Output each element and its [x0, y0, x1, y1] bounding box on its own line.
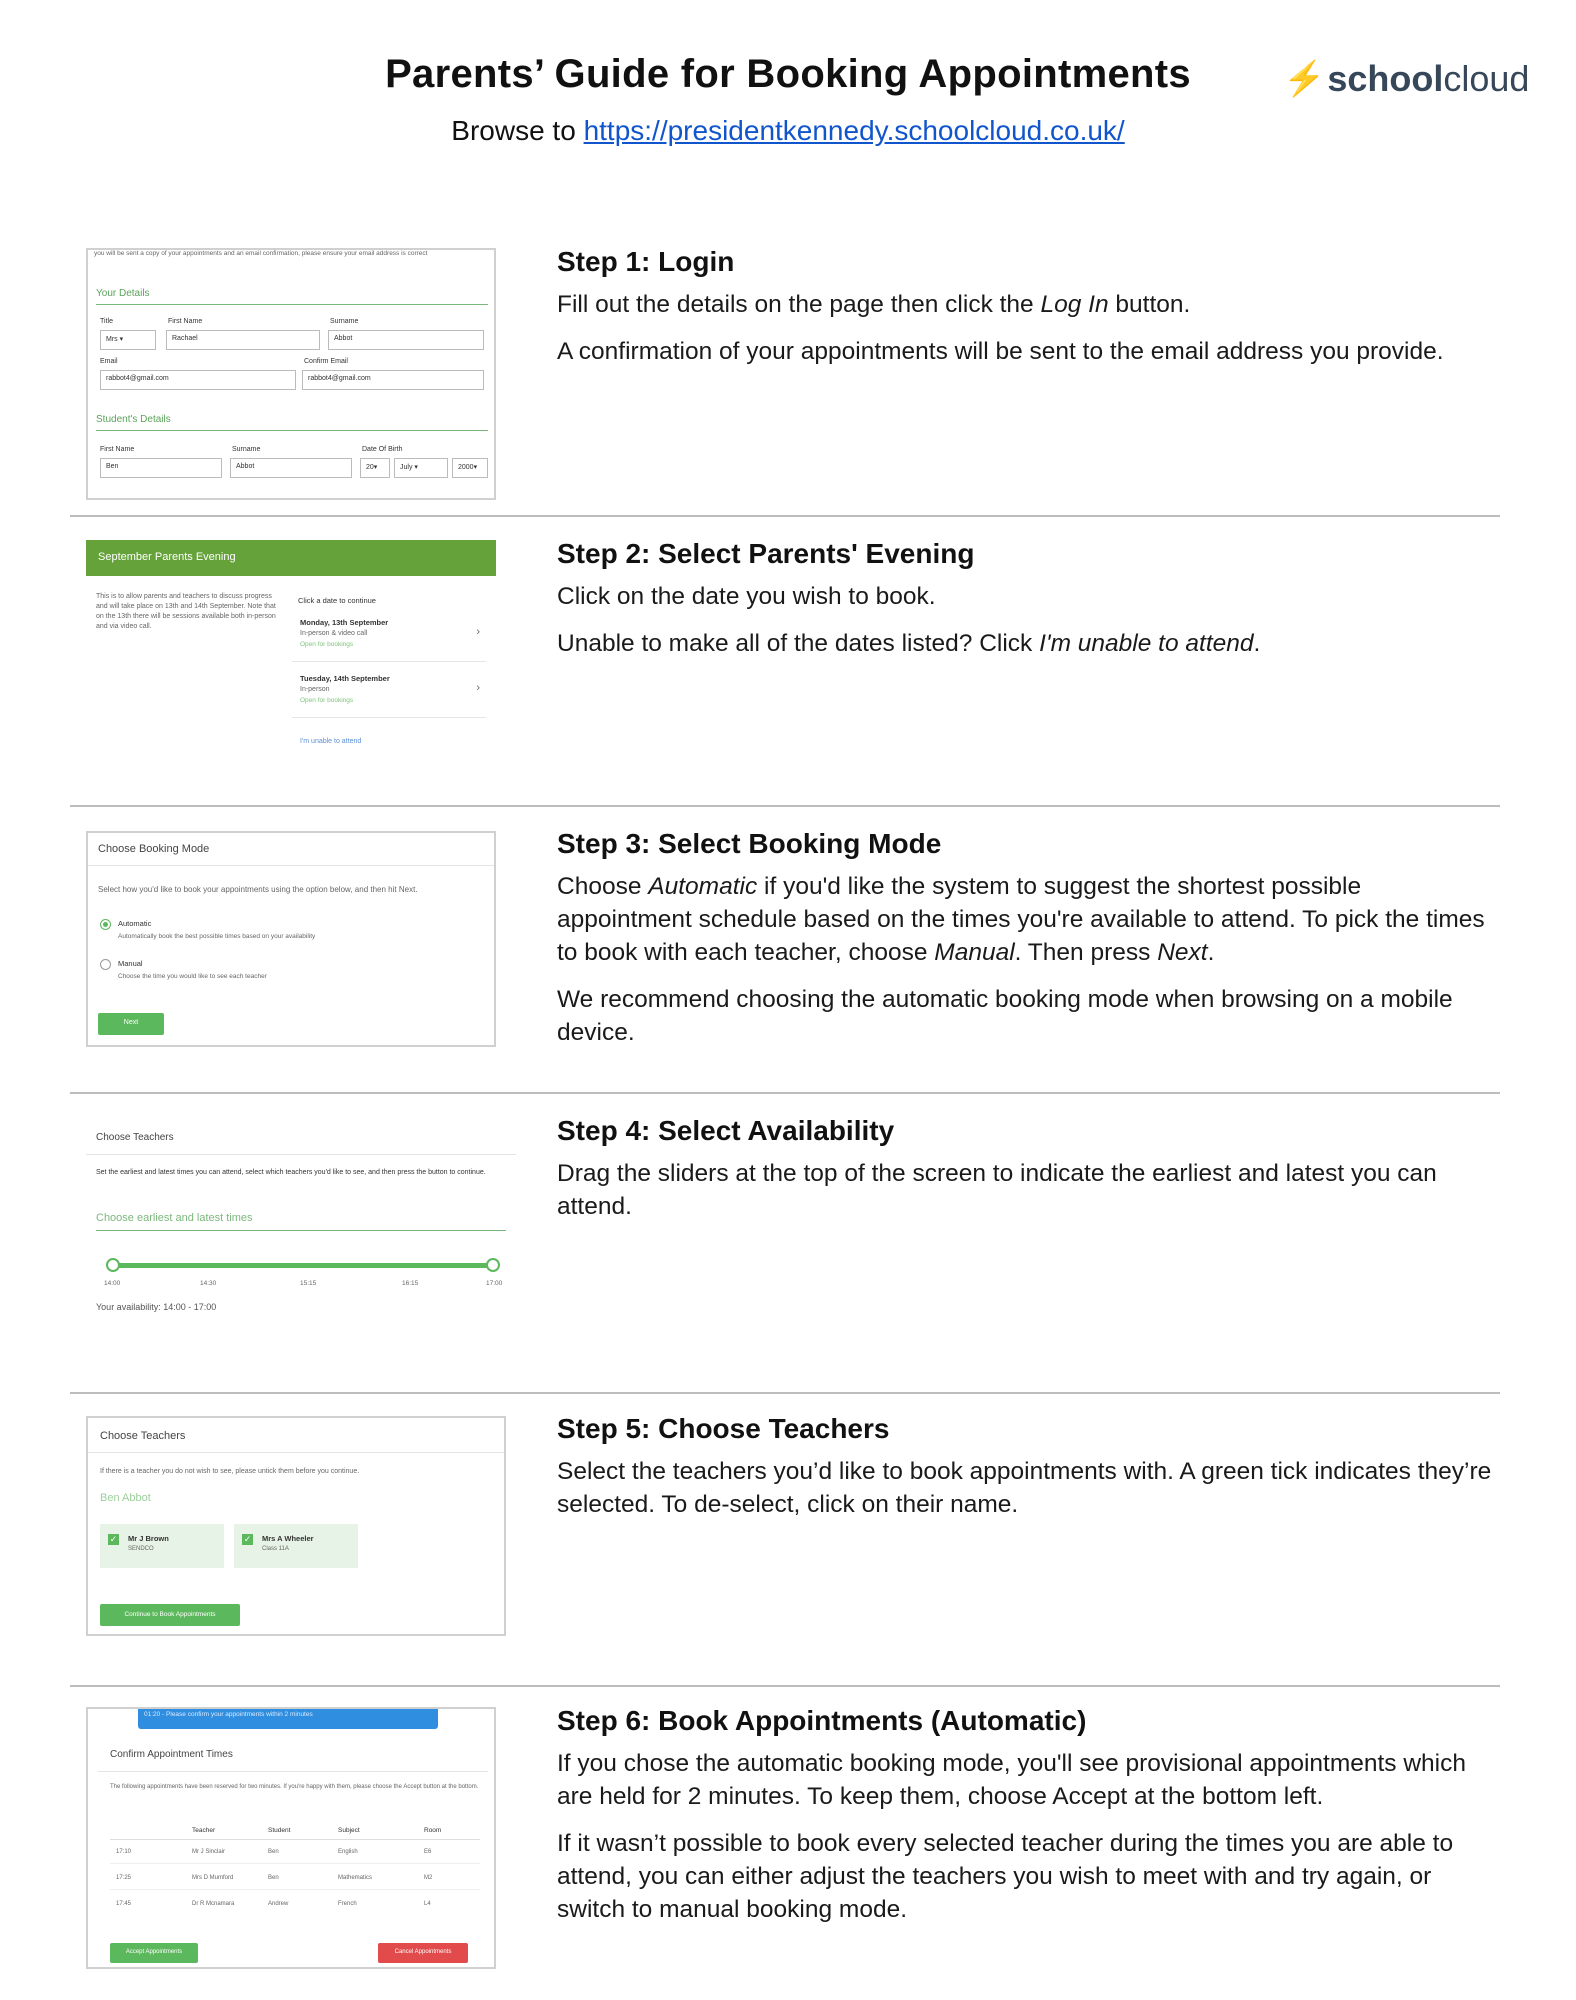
- step-2: [557, 538, 1497, 674]
- bolt-icon: ⚡: [1283, 60, 1326, 98]
- divider: [70, 805, 1500, 807]
- checkbox-checked-icon: ✓: [243, 1534, 252, 1544]
- step-4: [557, 1115, 1497, 1237]
- confirm-appointments-screenshot: 01:20 - Please confirm your appointments within 2 minutes Confirm Appointment Times The following appointments have been reserved for two minutes. If you're happy with them, please choose the Accept button at the bottom. Teacher Student Subject Room 17:10 Mr J Sinclair Ben English E6 17:25 Mrs D Mumford Ben Mathematics M2 17:45 Dr R Mcnamara Andrew French L4 Accept Appointments Cancel Appointments: [86, 1707, 496, 1969]
- step-3-heading: Step 3: Select Booking Mode: [557, 828, 942, 859]
- step-5-heading: Step 5: Choose Teachers: [557, 1413, 890, 1444]
- step-3-text-2: We recommend choosing the automatic booking mode when browsing on a mobile device.: [557, 986, 1453, 1046]
- chevron-right-icon: ›: [476, 626, 480, 638]
- step-1-text-1: Fill out the details on the page then click the Log In button.: [557, 291, 1191, 318]
- radio-automatic-icon: [100, 919, 111, 930]
- divider: [70, 1092, 1500, 1094]
- step-4-heading: Step 4: Select Availability: [557, 1115, 895, 1146]
- step-5-text-1: Select the teachers you’d like to book appointments with. A green tick indicates they’re selected. To de-select, click on their name.: [557, 1458, 1492, 1518]
- booking-mode-screenshot: Choose Booking Mode Select how you'd like to book your appointments using the option below, and then hit Next. Automatic Automatically book the best possible times based on your availability Manual Choose the time you would like to see each teacher Next: [86, 831, 496, 1047]
- step-1-text-2: A confirmation of your appointments will be sent to the email address you provide.: [557, 338, 1444, 365]
- step-2-text-1: Click on the date you wish to book.: [557, 583, 936, 610]
- step-3-text-1: Choose Automatic if you'd like the system to suggest the shortest possible appointment schedule based on the times you're available to attend. To pick the times to book with each teacher, choose Manual. Then press Next.: [557, 873, 1485, 966]
- divider: [70, 515, 1500, 517]
- step-2-text-2: Unable to make all of the dates listed? Click I'm unable to attend.: [557, 630, 1261, 657]
- step-5: [557, 1413, 1497, 1535]
- step-6: [557, 1705, 1497, 1940]
- step-6-heading: Step 6: Book Appointments (Automatic): [557, 1705, 1087, 1736]
- step-1: [557, 246, 1497, 382]
- availability-slider-track: [112, 1263, 494, 1268]
- choose-teachers-screenshot: Choose Teachers If there is a teacher you do not wish to see, please untick them before you continue. Ben Abbot ✓ Mr J Brown SENDCO ✓ Mrs A Wheeler Class 11A Continue to Book Appointments: [86, 1416, 506, 1636]
- browse-prefix: Browse to: [451, 115, 584, 146]
- login-screenshot: you will be sent a copy of your appointments and an email confirmation, please ensure your email address is correct Your Details Title Mrs ▾ First Name Rachael Surname Abbot Email rabbot4@gmail.com Confirm Email rabbot4@gmail.com Student's Details First Name Ben Surname Abbot Date Of Birth 20▾ July ▾ 2000▾: [86, 248, 496, 500]
- step-6-text-1: If you chose the automatic booking mode, you'll see provisional appointments which are held for 2 minutes. To keep them, choose Accept at the bottom left.: [557, 1750, 1466, 1810]
- parents-evening-screenshot: September Parents Evening This is to allow parents and teachers to discuss progress and will take place on 13th and 14th September. Note that on the 13th there will be sessions available both in-person and via video call. Click a date to continue Monday, 13th September In-person & video call Open for bookings › Tuesday, 14th September In-person Open for bookings › I'm unable to attend: [86, 540, 496, 758]
- step-2-heading: Step 2: Select Parents' Evening: [557, 538, 975, 569]
- step-6-text-2: If it wasn’t possible to book every selected teacher during the times you are able to attend, you can either adjust the teachers you wish to meet with and try again, or switch to manual booking mode.: [557, 1830, 1454, 1923]
- schoolcloud-logo: ⚡ school cloud: [1283, 58, 1530, 99]
- page-title: Parents’ Guide for Booking Appointments: [385, 52, 1191, 96]
- school-url-link[interactable]: https://presidentkennedy.schoolcloud.co.uk/: [583, 115, 1125, 146]
- divider: [70, 1685, 1500, 1687]
- slider-end-handle[interactable]: [486, 1258, 500, 1272]
- browse-line: [0, 115, 1576, 147]
- chevron-right-icon: ›: [476, 682, 480, 694]
- slider-start-handle[interactable]: [106, 1258, 120, 1272]
- step-1-heading: Step 1: Login: [557, 246, 735, 277]
- availability-screenshot: Choose Teachers Set the earliest and latest times you can attend, select which teachers you'd like to see, and then press the button to continue. Choose earliest and latest times 14:00 14:30 15:15 16:15 17:00 Your availability: 14:00 - 17:00: [86, 1118, 516, 1330]
- radio-manual-icon: [100, 959, 111, 970]
- checkbox-checked-icon: ✓: [109, 1534, 118, 1544]
- step-3: [557, 828, 1497, 1063]
- step-4-text-1: Drag the sliders at the top of the screen to indicate the earliest and latest you can attend.: [557, 1160, 1437, 1220]
- divider: [70, 1392, 1500, 1394]
